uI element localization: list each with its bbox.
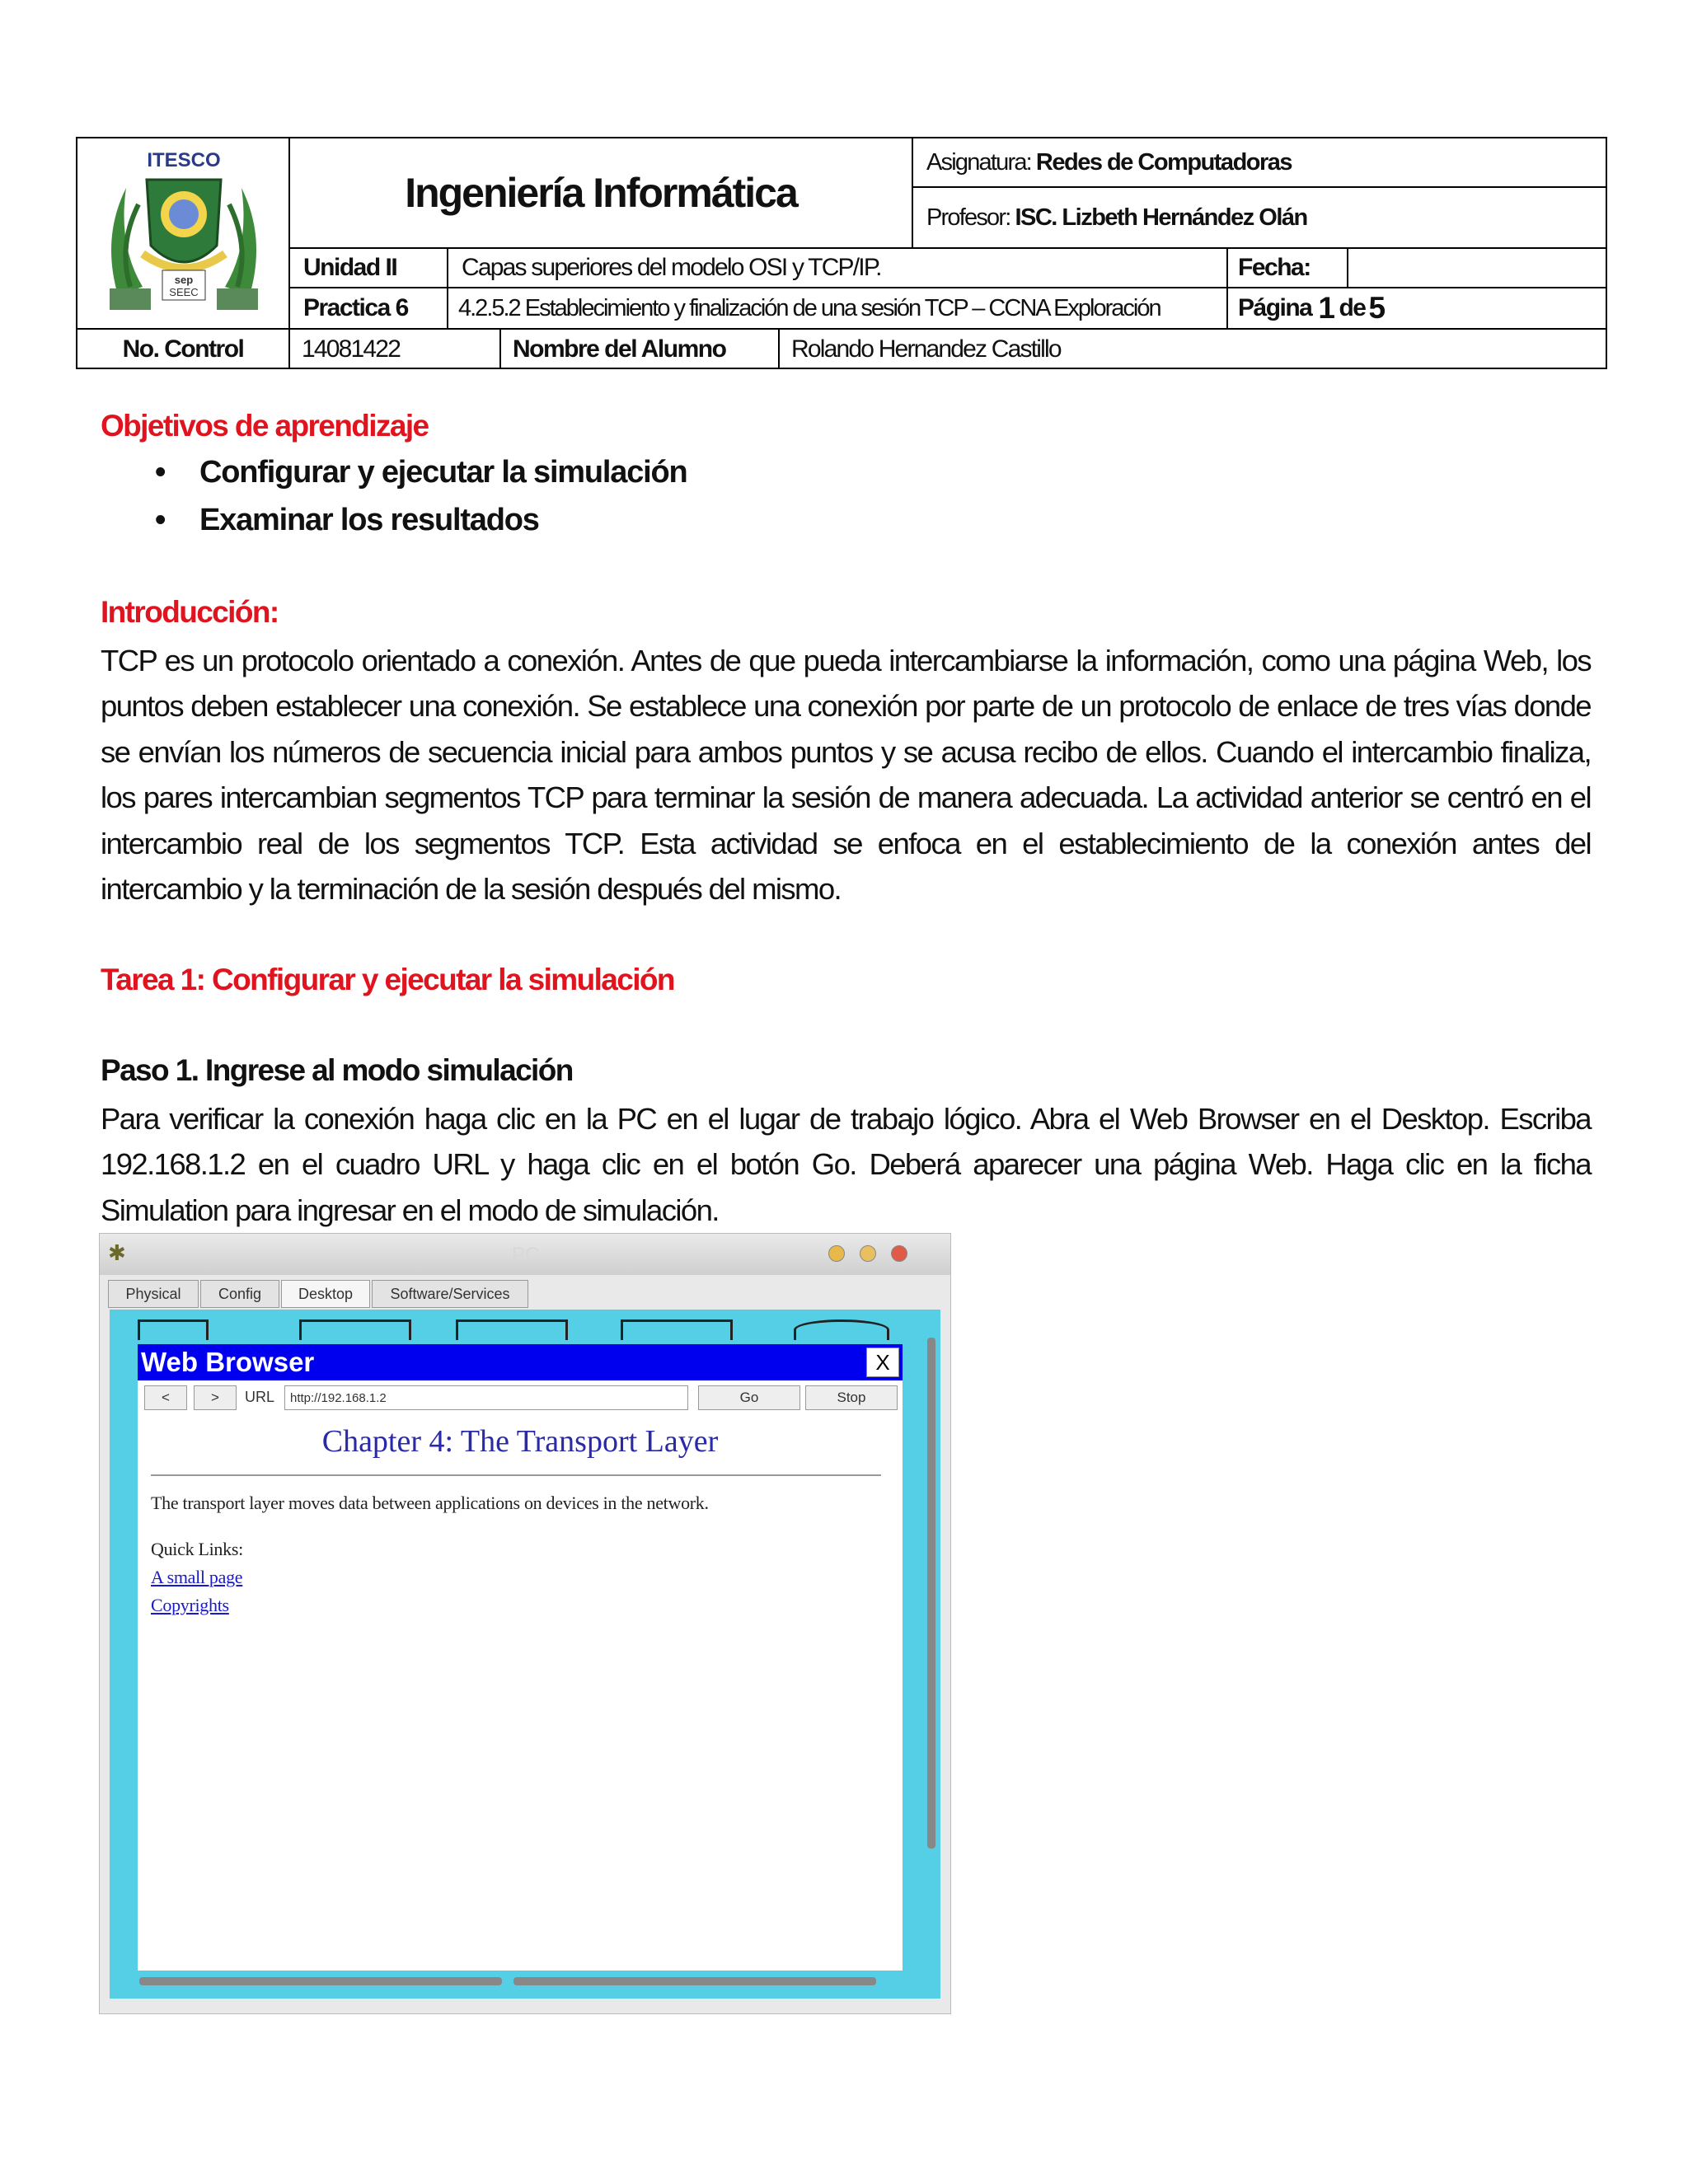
tab-desktop[interactable]: Desktop [281, 1280, 370, 1308]
asignatura-field: Asignatura: Redes de Computadoras [926, 148, 1292, 176]
paso1-heading: Paso 1. Ingrese al modo simulación [101, 1053, 573, 1087]
link-copyrights[interactable]: Copyrights [151, 1595, 229, 1615]
stop-button[interactable]: Stop [805, 1385, 898, 1410]
url-input[interactable]: http://192.168.1.2 [284, 1385, 688, 1410]
app-icon: ✱ [108, 1240, 126, 1265]
unidad-value: Capas superiores del modelo OSI y TCP/IP. [462, 254, 881, 281]
url-label: URL [245, 1389, 275, 1405]
desktop-app-icon[interactable] [794, 1319, 889, 1340]
introduccion-text: TCP es un protocolo orientado a conexión. Antes de que pueda intercambiarse la información, como una página Web, los puntos deben establecer una conexión. Se establece una conexión por parte de un protocolo de enlace de tres vías donde se envían los números de secuencia inicial para ambos puntos y se acusa recibo de ellos. Cuando el intercambio finaliza, los pares intercambian segmentos TCP para terminar la sesión de manera adecuada. La actividad anterior se centró en el intercambio real de los segmentos TCP. Esta actividad se enfoca en el establecimiento de la conexión antes del intercambio y la terminación de la sesión después del mismo. [101, 644, 1591, 907]
tab-physical[interactable]: Physical [108, 1280, 199, 1308]
introduccion-heading: Introducción: [101, 595, 279, 629]
logo [77, 138, 290, 328]
fecha-label: Fecha: [1238, 254, 1311, 281]
tab-config[interactable]: Config [200, 1280, 279, 1308]
tarea1-heading: Tarea 1: Configurar y ejecutar la simulación [101, 963, 674, 996]
back-button[interactable]: < [144, 1385, 187, 1410]
link-small-page[interactable]: A small page [151, 1567, 243, 1587]
practica-value: 4.2.5.2 Establecimiento y finalización de una sesión TCP – CCNA Exploración [458, 294, 1160, 321]
horizontal-scrollbar[interactable] [513, 1977, 876, 1985]
svg-text:SEEC: SEEC [169, 286, 199, 298]
practica-label: Practica 6 [303, 294, 408, 321]
horizontal-scrollbar[interactable] [139, 1977, 502, 1985]
tab-software-services[interactable]: Software/Services [372, 1280, 528, 1308]
page-text: The transport layer moves data between applications on devices in the network. [151, 1493, 709, 1513]
web-browser-titlebar [138, 1344, 903, 1380]
fecha-value [1360, 249, 1599, 287]
desktop-area [110, 1310, 940, 1999]
profesor-field: Profesor: ISC. Lizbeth Hernández Olán [926, 204, 1307, 231]
itesco-logo-icon [93, 147, 274, 320]
header-table [76, 137, 1607, 369]
forward-button[interactable]: > [194, 1385, 237, 1410]
page-title: Chapter 4: The Transport Layer [321, 1424, 719, 1459]
document-title: Ingeniería Informática [405, 170, 797, 216]
pagina-field: Página 1 de 5 [1238, 291, 1385, 325]
packet-tracer-screenshot [99, 1233, 951, 2014]
objetivos-heading: Objetivos de aprendizaje [101, 409, 429, 443]
logo-text: ITESCO [147, 149, 221, 171]
web-browser-title: Web Browser [141, 1347, 315, 1377]
close-icon[interactable] [891, 1245, 907, 1262]
minimize-icon[interactable] [828, 1245, 845, 1262]
divider [151, 1474, 881, 1476]
list-item: • Examinar los resultados [157, 503, 539, 538]
desktop-app-icon[interactable] [299, 1319, 411, 1340]
web-browser-window [138, 1344, 903, 1971]
control-label: No. Control [122, 335, 244, 363]
desktop-app-icon[interactable] [138, 1319, 209, 1340]
control-value: 14081422 [302, 335, 401, 363]
maximize-icon[interactable] [860, 1245, 876, 1262]
paso1-text: Para verificar la conexión haga clic en la PC en el lugar de trabajo lógico. Abra el Web Browser en el Desktop. Escriba 192.168.1.2 en el cuadro URL y haga clic en el botón Go. Deberá aparecer una página Web. Haga clic en la ficha Simulation para ingresar en el modo de simulación. [101, 1102, 1591, 1227]
quick-links-label: Quick Links: [151, 1539, 243, 1559]
svg-text:sep: sep [174, 274, 194, 286]
desktop-app-icon[interactable] [456, 1319, 568, 1340]
alumno-label: Nombre del Alumno [513, 335, 726, 363]
vertical-scrollbar[interactable] [927, 1338, 935, 1849]
pc-window-title: PC [512, 1244, 540, 1266]
desktop-app-icon[interactable] [621, 1319, 733, 1340]
browser-close-button[interactable]: X [866, 1347, 899, 1377]
go-button[interactable]: Go [698, 1385, 800, 1410]
unidad-label: Unidad II [303, 254, 397, 281]
pc-window-titlebar [100, 1234, 950, 1275]
list-item: • Configurar y ejecutar la simulación [157, 455, 687, 490]
alumno-value: Rolando Hernandez Castillo [791, 335, 1061, 363]
